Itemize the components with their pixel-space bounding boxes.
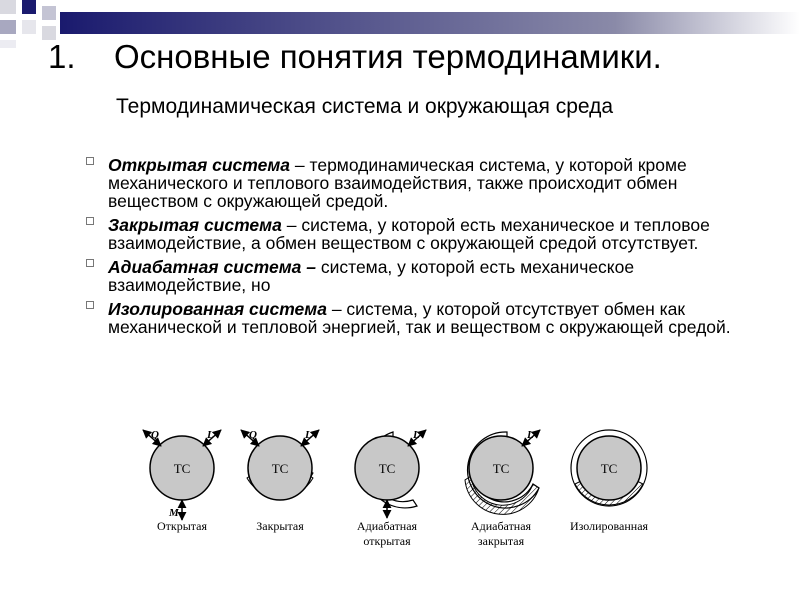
system-types-diagram	[125, 418, 685, 558]
term-separator: –	[290, 155, 310, 175]
term-separator: –	[281, 215, 302, 235]
definitions-list	[86, 156, 766, 342]
work-label: L	[527, 429, 534, 441]
slide-title	[48, 38, 662, 76]
work-label: L	[305, 429, 312, 441]
list-item-isolated-system	[86, 300, 766, 336]
slide-number: 1.	[48, 38, 76, 75]
definition-open-system: термодинамическая система, у которой кроме механического и теплового взаимодействия, также происходит обмен веществом с окружающей средой.	[108, 155, 687, 211]
system-label: ТС	[173, 461, 191, 476]
slide-title-text: Основные понятия термодинамики.	[114, 38, 662, 75]
system-label: ТС	[600, 461, 618, 476]
slide-subtitle: Термодинамическая система и окружающая среда	[116, 95, 614, 118]
diagram-isolated	[570, 430, 649, 533]
term-separator: –	[326, 299, 347, 319]
caption-line-1: Изолированная	[569, 519, 649, 533]
caption-line-2: закрытая	[477, 534, 525, 548]
term-isolated-system: Изолированная система	[108, 299, 327, 319]
mass-label: M	[169, 507, 179, 519]
term-closed-system: Закрытая система	[108, 215, 282, 235]
term-open-system: Открытая система	[108, 155, 291, 175]
work-label: L	[207, 429, 214, 441]
caption-line-1: Адиабатная	[356, 519, 418, 533]
caption-line-1: Закрытая	[256, 519, 304, 533]
diagram-closed	[241, 429, 319, 533]
list-item-open-system	[86, 156, 766, 210]
square-bullet-icon	[86, 157, 94, 165]
system-label: ТС	[492, 461, 510, 476]
diagram-open	[143, 429, 221, 533]
caption-line-1: Открытая	[156, 519, 208, 533]
system-label: ТС	[271, 461, 289, 476]
term-separator: –	[301, 257, 321, 277]
caption-line-2: открытая	[363, 534, 411, 548]
heat-label: Q	[151, 429, 159, 441]
square-bullet-icon	[86, 259, 94, 267]
square-bullet-icon	[86, 301, 94, 309]
system-label: ТС	[378, 461, 396, 476]
square-bullet-icon	[86, 217, 94, 225]
definition-adiabatic-system: система, у которой есть механическое взаимодействие, но	[108, 257, 635, 295]
diagram-adiabatic-open	[355, 429, 426, 548]
caption-line-1: Адиабатная	[470, 519, 532, 533]
list-item-closed-system	[86, 216, 766, 252]
list-item-adiabatic-system	[86, 258, 766, 294]
diagram-adiabatic-closed	[465, 429, 540, 548]
definition-isolated-system: система, у которой отсутствует обмен как механической и тепловой энергией, так и веществом с окружающей средой.	[108, 299, 731, 337]
term-adiabatic-system: Адиабатная система	[108, 257, 302, 277]
work-label: L	[413, 429, 420, 441]
definition-closed-system: система, у которой есть механическое и тепловое взаимодействие, а обмен веществом с окружающей средой отсутствует.	[108, 215, 710, 253]
heat-label: Q	[249, 429, 257, 441]
